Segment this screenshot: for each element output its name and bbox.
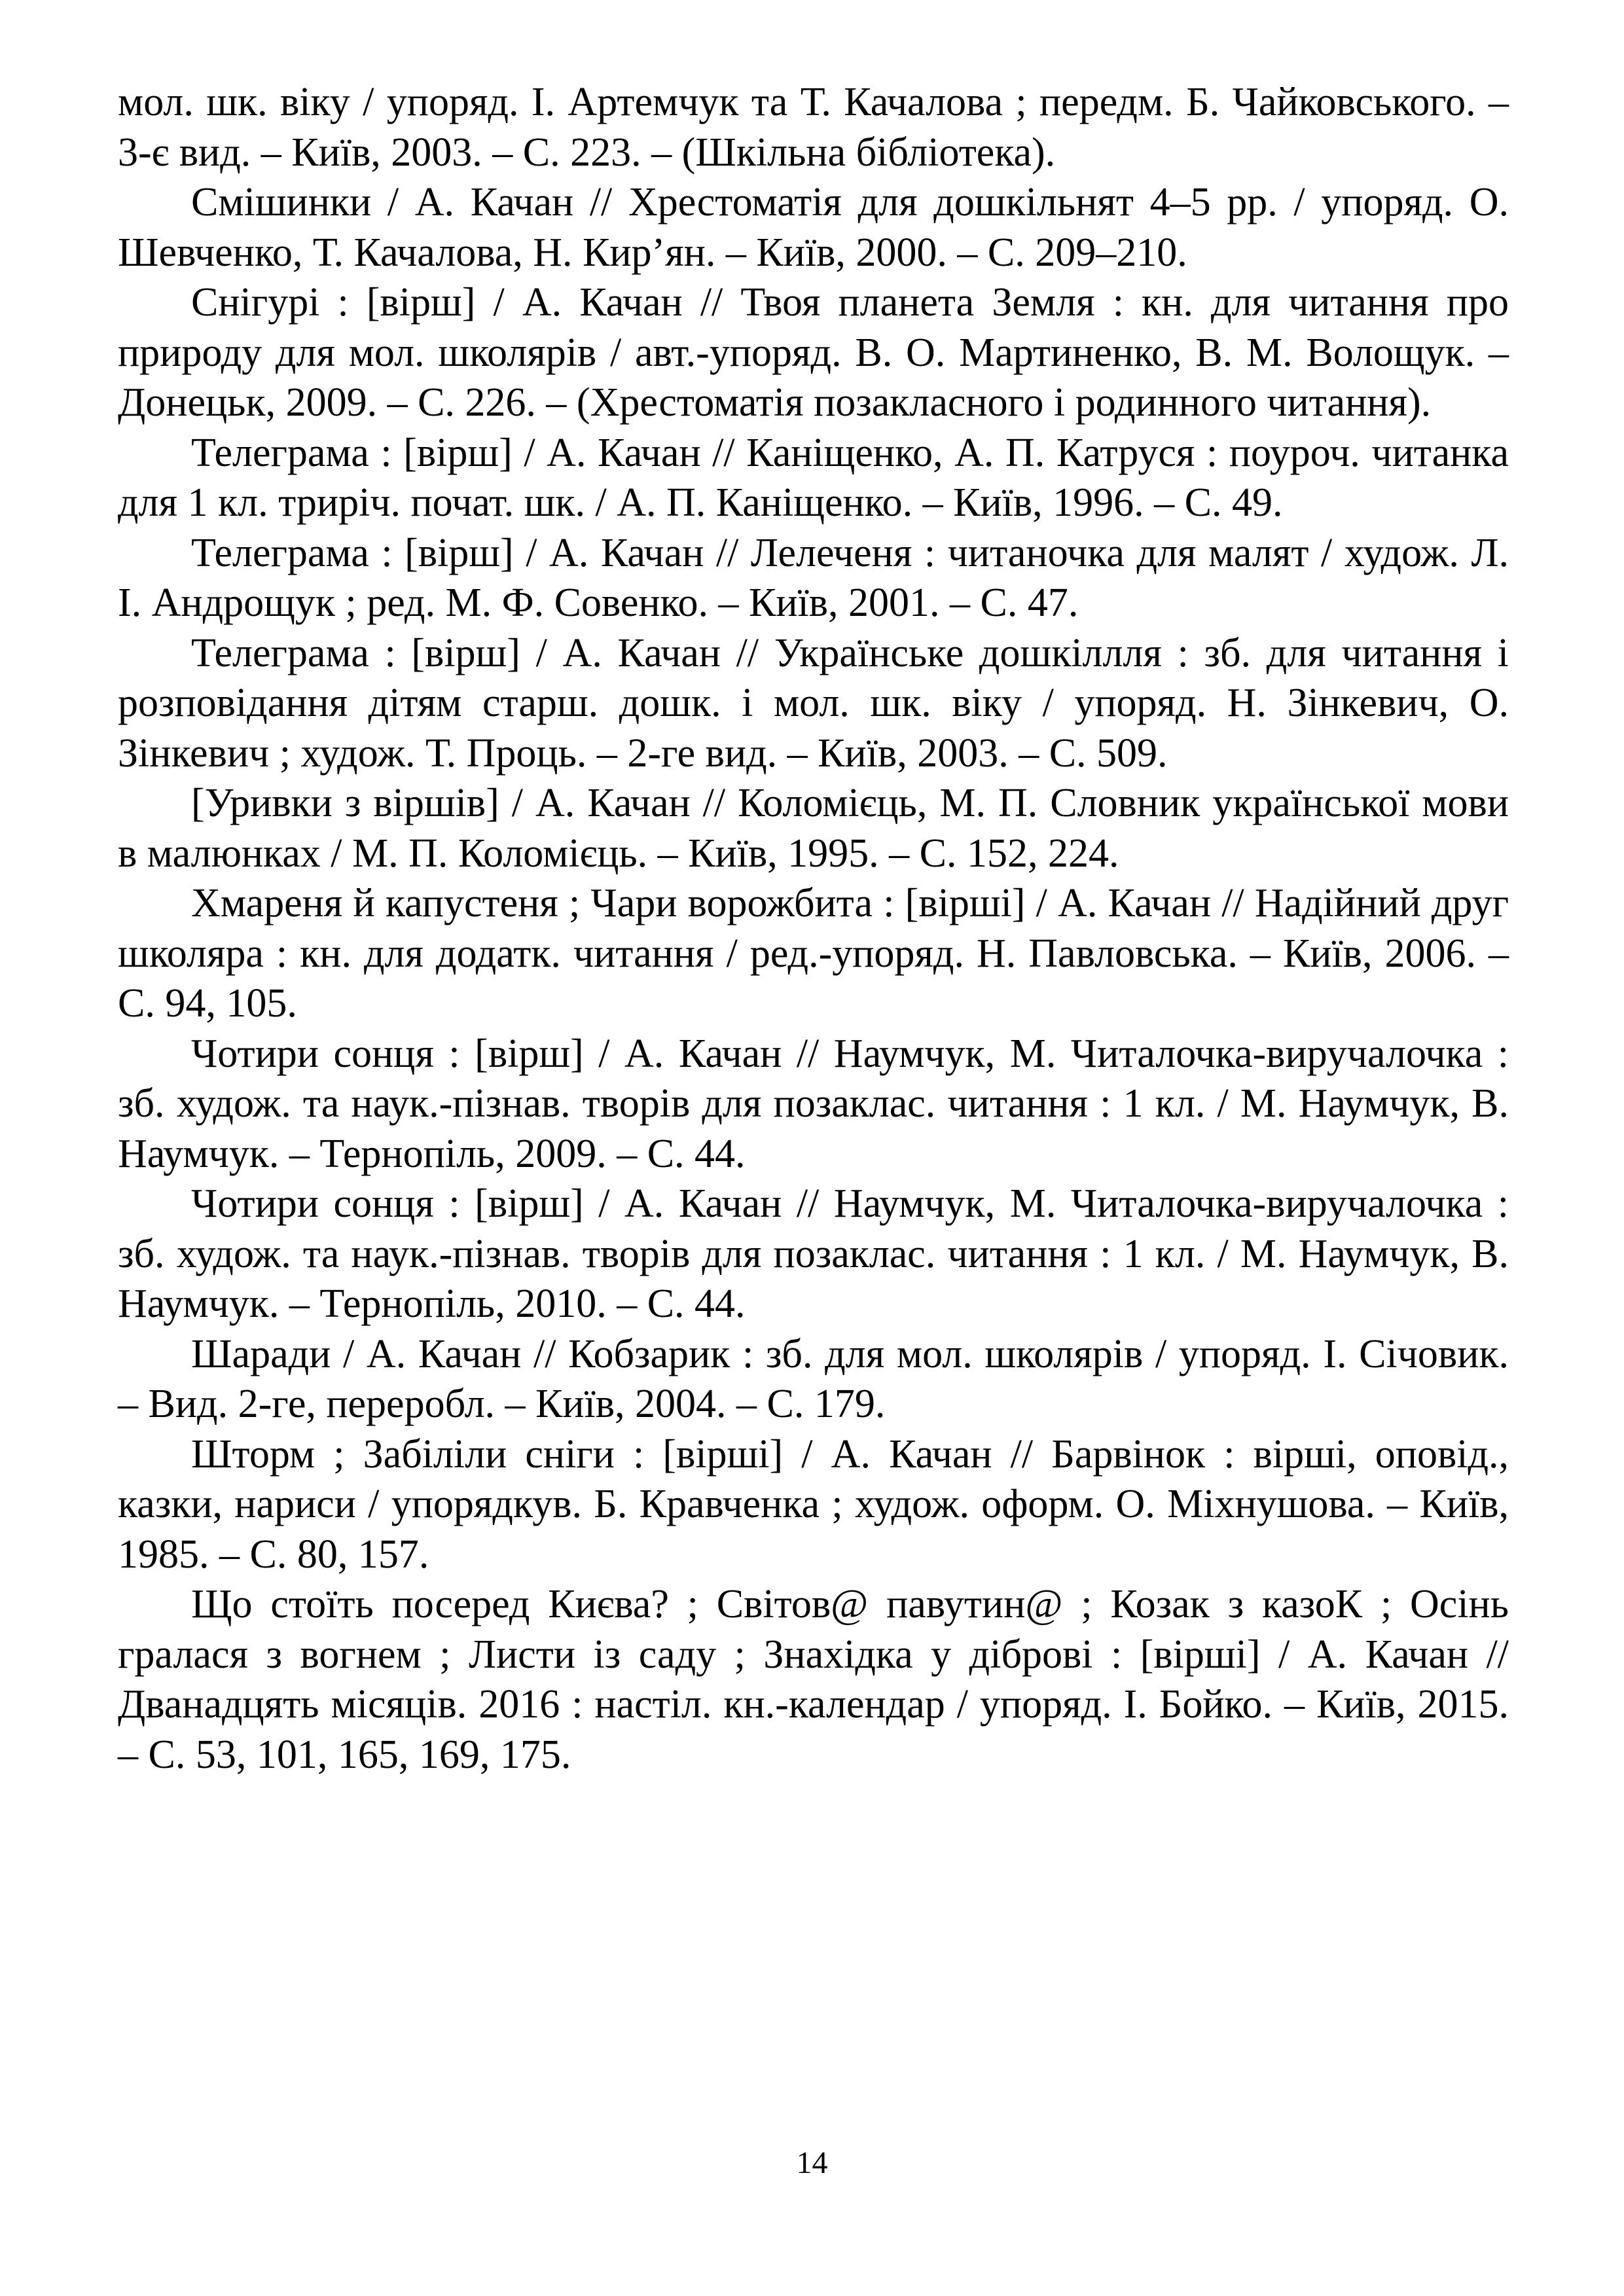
bibliography-entry: Чотири сонця : [вірш] / А. Качан // Наумчук, М. Читалочка-виручалочка : зб. худож. та наук.-пізнав. творів для позаклас. читання : 1 кл. / М. Наумчук, В. Наумчук. – Тернопіль, 2009. – С. 44. [118, 1031, 1509, 1176]
bibliography-list [118, 77, 1509, 1780]
bibliography-entry: Снігурі : [вірш] / А. Качан // Твоя планета Земля : кн. для читання про природу для мол. школярів / авт.-упоряд. В. О. Мартиненко, В. М. Волощук. – Донецьк, 2009. – С. 226. – (Хрестоматія позакласного і родинного читання). [118, 280, 1509, 425]
bibliography-entry: Шторм ; Забіліли сніги : [вірші] / А. Качан // Барвінок : вірші, оповід., казки, нариси / упорядкув. Б. Кравченка ; худож. оформ. О. Міхнушова. – Київ, 1985. – С. 80, 157. [118, 1431, 1509, 1577]
bibliography-entry: [Уривки з віршів] / А. Качан // Коломієць, М. П. Словник української мови в малюнках / М. П. Коломієць. – Київ, 1995. – С. 152, 224. [118, 781, 1509, 876]
bibliography-entry: Шаради / А. Качан // Кобзарик : зб. для мол. школярів / упоряд. І. Січовик. – Вид. 2-ге, переробл. – Київ, 2004. – С. 179. [118, 1331, 1509, 1426]
bibliography-entry: Чотири сонця : [вірш] / А. Качан // Наумчук, М. Читалочка-виручалочка : зб. худож. та наук.-пізнав. творів для позаклас. читання : 1 кл. / М. Наумчук, В. Наумчук. – Тернопіль, 2010. – С. 44. [118, 1181, 1509, 1326]
bibliography-page [118, 77, 1509, 1780]
bibliography-entry: Смішинки / А. Качан // Хрестоматія для дошкільнят 4–5 рр. / упоряд. О. Шевченко, Т. Качалова, Н. Кир’ян. – Київ, 2000. – С. 209–210. [118, 180, 1509, 275]
bibliography-entry-continued: мол. шк. віку / упоряд. І. Артемчук та Т. Качалова ; передм. Б. Чайковського. – 3-є вид. – Київ, 2003. – С. 223. – (Шкільна бібліотека). [118, 80, 1509, 175]
page-number: 14 [796, 2145, 828, 2180]
bibliography-entry: Хмареня й капустеня ; Чари ворожбита : [вірші] / А. Качан // Надійний друг школяра : кн. для додатк. читання / ред.-упоряд. Н. Павловська. – Київ, 2006. – С. 94, 105. [118, 881, 1509, 1026]
bibliography-entry: Телеграма : [вірш] / А. Качан // Лелеченя : читаночка для малят / худож. Л. І. Андрощук ; ред. М. Ф. Совенко. – Київ, 2001. – С. 47. [118, 530, 1509, 625]
bibliography-entry: Що стоїть посеред Києва? ; Світов@ павутин@ ; Козак з казоК ; Осінь гралася з вогнем ; Листи із саду ; Знахідка у діброві : [вірші] / А. Качан // Дванадцять місяців. 2016 : настіл. кн.-календар / упоряд. І. Бойко. – Київ, 2015. – С. 53, 101, 165, 169, 175. [118, 1582, 1509, 1777]
bibliography-entry: Телеграма : [вірш] / А. Качан // Українське дошкіллля : зб. для читання і розповідання дітям старш. дошк. і мол. шк. віку / упоряд. Н. Зінкевич, О. Зінкевич ; худож. Т. Проць. – 2-ге вид. – Київ, 2003. – С. 509. [118, 630, 1509, 776]
bibliography-entry: Телеграма : [вірш] / А. Качан // Каніщенко, А. П. Катруся : поуроч. читанка для 1 кл. триріч. почат. шк. / А. П. Каніщенко. – Київ, 1996. – С. 49. [118, 430, 1509, 525]
